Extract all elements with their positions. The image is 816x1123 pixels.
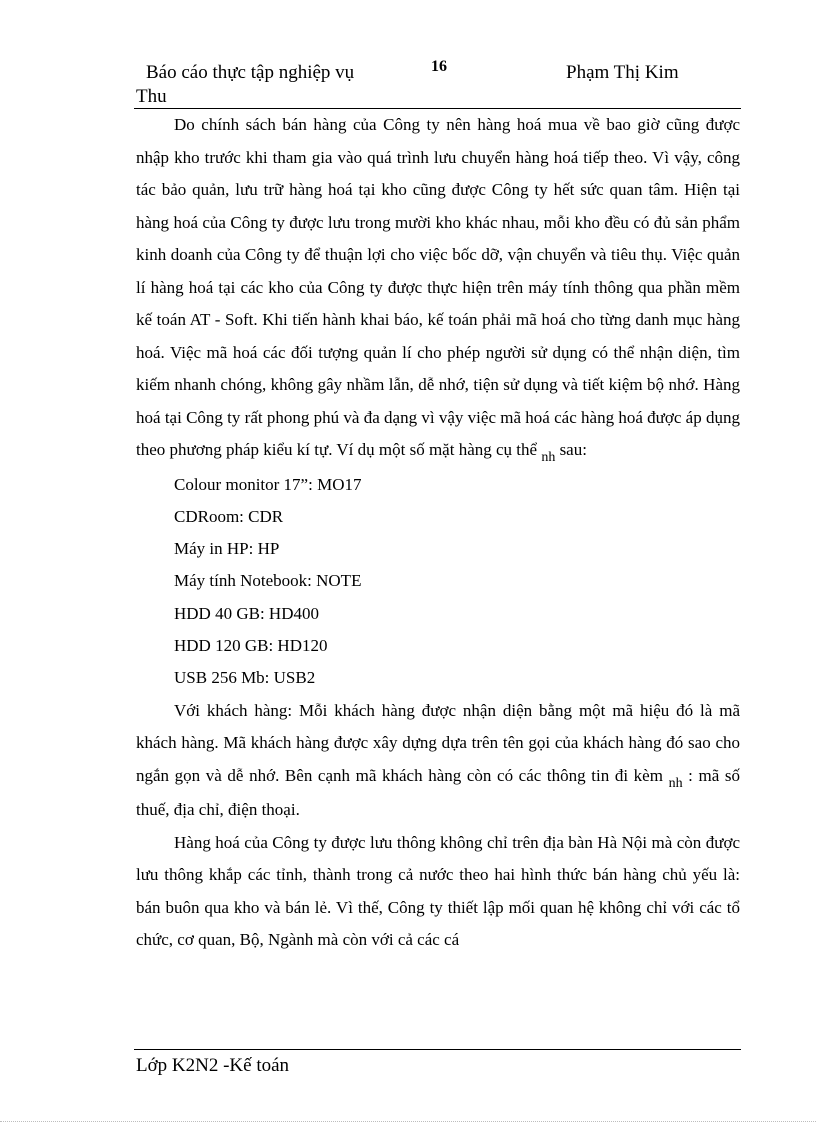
- subscript-fragment: nh: [541, 450, 556, 465]
- paragraph-goods-storage: [136, 109, 740, 469]
- page-number: 16: [431, 58, 447, 75]
- footer-divider: [134, 1049, 741, 1050]
- header-author: Phạm Thị Kim: [566, 62, 679, 83]
- subscript-fragment: nh: [668, 775, 683, 791]
- paragraph-tail: : mã số thuế, địa chỉ, điện thoại.: [136, 765, 741, 820]
- list-item: HDD 40 GB: HD400: [174, 603, 319, 623]
- list-item: Máy tính Notebook: NOTE: [174, 571, 362, 591]
- body-text: [136, 109, 740, 957]
- paragraph-text: Hàng hoá của Công ty được lưu thông không chỉ trên địa bàn Hà Nội mà còn được lưu thông khắp các tỉnh, thành trong cả nước theo hai hình thức bán hàng chủ yếu là: bán buôn qua kho và bán lẻ. Vì thế, Công ty thiết lập mối quan hệ không chỉ với các tổ chức, cơ quan, Bộ, Ngành mà còn với cả các cá: [136, 832, 740, 950]
- list-item: Colour monitor 17”: MO17: [174, 474, 362, 494]
- paragraph-text: Với khách hàng: Mỗi khách hàng được nhận diện bằng một mã hiệu đó là mã khách hàng. Mã khách hàng được xây dựng dựa trên tên gọi của khách hàng đó sao cho ngắn gọn và dễ nhớ. Bên cạnh mã khách hàng còn có các thông tin đi kèm: [136, 700, 740, 785]
- list-item: HDD 120 GB: HD120: [174, 635, 328, 655]
- paragraph-distribution: [136, 827, 740, 957]
- paragraph-customer-codes: [136, 695, 740, 827]
- list-item: USB 256 Mb: USB2: [174, 668, 316, 688]
- paragraph-tail: sau:: [555, 440, 587, 459]
- paragraph-text: Do chính sách bán hàng của Công ty nên hàng hoá mua về bao giờ cũng được nhập kho trước khi tham gia vào quá trình lưu chuyển hàng hoá tiếp theo. Vì vậy, công tác bảo quản, lưu trữ hàng hoá tại kho cũng được Công ty hết sức quan tâm. Hiện tại hàng hoá của Công ty được lưu trong mười kho khác nhau, mỗi kho đều có đủ sản phẩm kinh doanh của Công ty để thuận lợi cho việc bốc dỡ, vận chuyển và tiêu thụ. Việc quản lí hàng hoá tại các kho của Công ty được thực hiện trên máy tính thông qua phần mềm kế toán AT - Soft. Khi tiến hành khai báo, kế toán phải mã hoá cho từng danh mục hàng hoá. Việc mã hoá các đối tượng quản lí cho phép người sử dụng có thể nhận diện, tìm kiếm nhanh chóng, không gây nhầm lẫn, dễ nhớ, tiện sử dụng và tiết kiệm bộ nhớ. Hàng hoá tại Công ty rất phong phú và đa dạng vì vậy việc mã hoá các hàng hoá được áp dụng theo phương pháp kiểu kí tự. Ví dụ một số mặt hàng cụ thể: [136, 115, 740, 459]
- list-item: CDRoom: CDR: [174, 506, 284, 526]
- goods-code-list: [136, 469, 740, 695]
- page-bottom-edge: [0, 1121, 816, 1122]
- footer-class-label: Lớp K2N2 -Kế toán: [136, 1055, 290, 1076]
- header-report-title: Báo cáo thực tập nghiệp vụ: [146, 62, 355, 83]
- list-item: Máy in HP: HP: [174, 539, 280, 559]
- header-report-title-continued: Thu: [136, 86, 167, 107]
